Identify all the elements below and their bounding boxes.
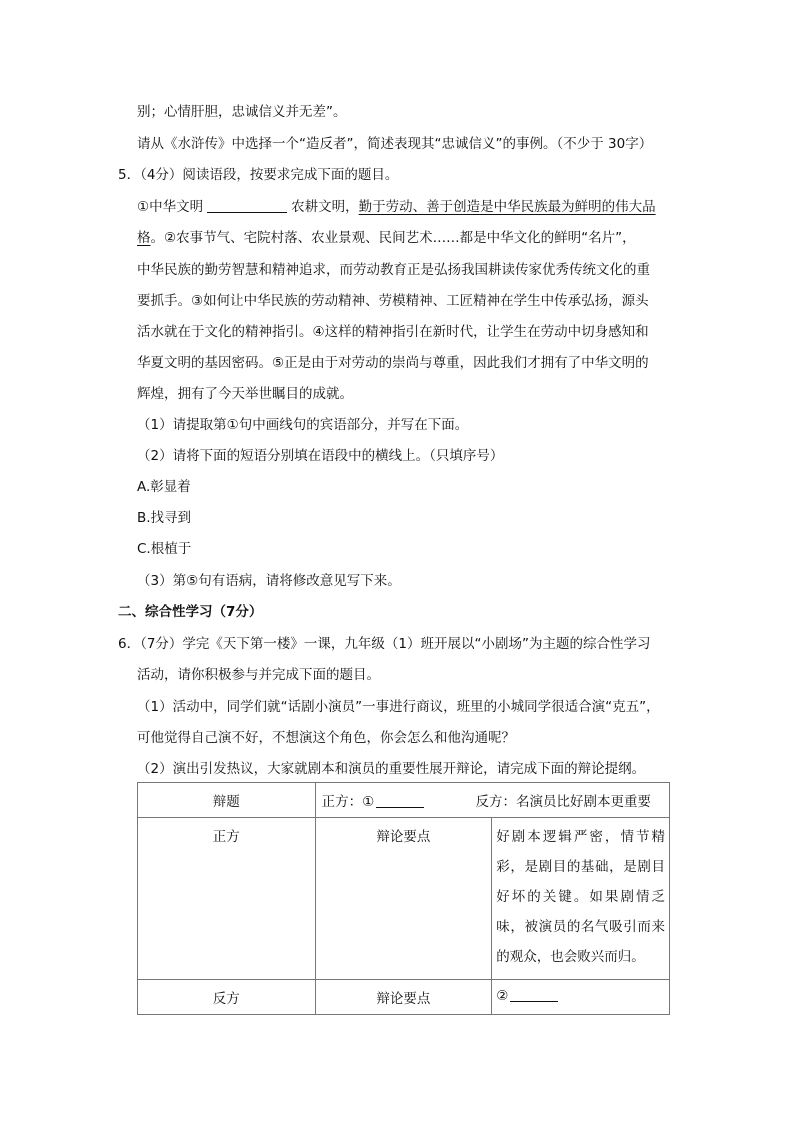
pro-topic [322, 790, 425, 810]
con-points-label-cell [315, 980, 492, 1015]
q5-sub-question-2: （2）请将下面的短语分别填在语段中的横线上。（只填序号） [137, 448, 504, 464]
intro-line-1: 别；心情肝胆，忠诚信义并无差”。 [137, 104, 347, 120]
q5-p2-rest: 。②农事节气、宅院村落、农业景观、民间艺术……都是中华文化的鲜明“名片”， [150, 230, 636, 246]
q5-passage-line-3: 中华民族的勤劳智慧和精神追求，而劳动教育正是弘扬我国耕读传家优秀传统文化的重 [137, 262, 650, 278]
q5-option-a: A.彰显着 [137, 479, 191, 495]
topic-label-cell [138, 783, 316, 818]
q5-passage-line-6: 华夏文明的基因密码。⑤正是由于对劳动的崇尚与尊重，因此我们才拥有了中华文明的 [137, 355, 649, 371]
q5-fill-blank[interactable] [207, 198, 287, 213]
pro-points-text-cell [492, 818, 670, 980]
q6-header-line-2: 活动，请你积极参与并完成下面的题目。 [137, 667, 380, 683]
pro-label: 正方 [212, 829, 240, 845]
q5-passage-line-4: 要抓手。③如何让中华民族的劳动精神、劳模精神、工匠精神在学生中传承弘扬，源头 [137, 293, 649, 309]
q5-underlined-sentence-part1: 勤于劳动、善于创造是中华民族最为鲜明的伟大品 [358, 199, 656, 215]
con-points-blank[interactable] [510, 987, 558, 1002]
q6-sub-question-2: （2）演出引发热议，大家就剧本和演员的重要性展开辩论，请完成下面的辩论提纲。 [137, 761, 646, 777]
debate-outline-table [137, 782, 670, 1015]
q6-sub-question-1-line-1: （1）活动中，同学们就“话剧小演员”一事进行商议，班里的小城同学很适合演“克五”， [137, 699, 660, 715]
table-row-topic [138, 783, 670, 818]
q5-underlined-sentence-part2: 格 [137, 230, 151, 246]
q5-passage-line-1 [137, 197, 656, 217]
topic-label: 辩题 [212, 794, 240, 810]
con-label: 反方 [212, 991, 240, 1007]
con-label-cell [138, 980, 316, 1015]
section-heading: 二、综合性学习（7分） [118, 604, 263, 620]
pro-topic-prefix: 正方：① [321, 794, 375, 810]
topic-content-cell [315, 783, 669, 818]
con-points-cell [492, 980, 670, 1015]
q6-sub-question-1-line-2: 可他觉得自己演不好，不想演这个角色，你会怎么和他沟通呢？ [137, 730, 515, 746]
pro-topic-blank[interactable] [376, 793, 424, 808]
q5-sub-question-3: （3）第⑤句有语病，请将修改意见写下来。 [137, 573, 401, 589]
con-points-label: 辩论要点 [376, 991, 431, 1007]
intro-question: 请从《水浒传》中选择一个“造反者”，简述表现其“忠诚信义”的事例。（不少于 30字） [137, 136, 653, 152]
table-row-con [138, 980, 670, 1015]
q5-p1-start: ①中华文明 [137, 199, 204, 215]
q5-p1-mid: 农耕文明， [291, 199, 359, 215]
q5-option-b: B.找寻到 [137, 510, 192, 526]
con-topic: 反方：名演员比好剧本更重要 [475, 794, 651, 810]
con-points-prefix: ② [496, 988, 509, 1004]
q5-header: 5．（4分）阅读语段，按要求完成下面的题目。 [118, 167, 399, 183]
pro-label-cell [138, 818, 316, 980]
pro-points-label-cell [315, 818, 492, 980]
q5-option-c: C.根植于 [137, 541, 192, 557]
q5-passage-line-5: 活水就在于文化的精神指引。④这样的精神指引在新时代，让学生在劳动中切身感知和 [137, 324, 649, 340]
table-row-pro [138, 818, 670, 980]
q5-sub-question-1: （1）请提取第①句中画线句的宾语部分，并写在下面。 [137, 417, 469, 433]
pro-points-label: 辩论要点 [376, 829, 431, 845]
q6-header-line-1: 6．（7分）学完《天下第一楼》一课，九年级（1）班开展以“小剧场”为主题的综合性学习 [118, 636, 651, 652]
q5-passage-line-2 [137, 228, 636, 248]
q5-passage-line-7: 辉煌，拥有了今天举世瞩目的成就。 [137, 386, 353, 402]
pro-points-text: 好剧本逻辑严密，情节精彩，是剧目的基础，是剧目好坏的关键。如果剧情乏味，被演员的名气吸引而来的观众，也会败兴而归。 [496, 829, 665, 965]
